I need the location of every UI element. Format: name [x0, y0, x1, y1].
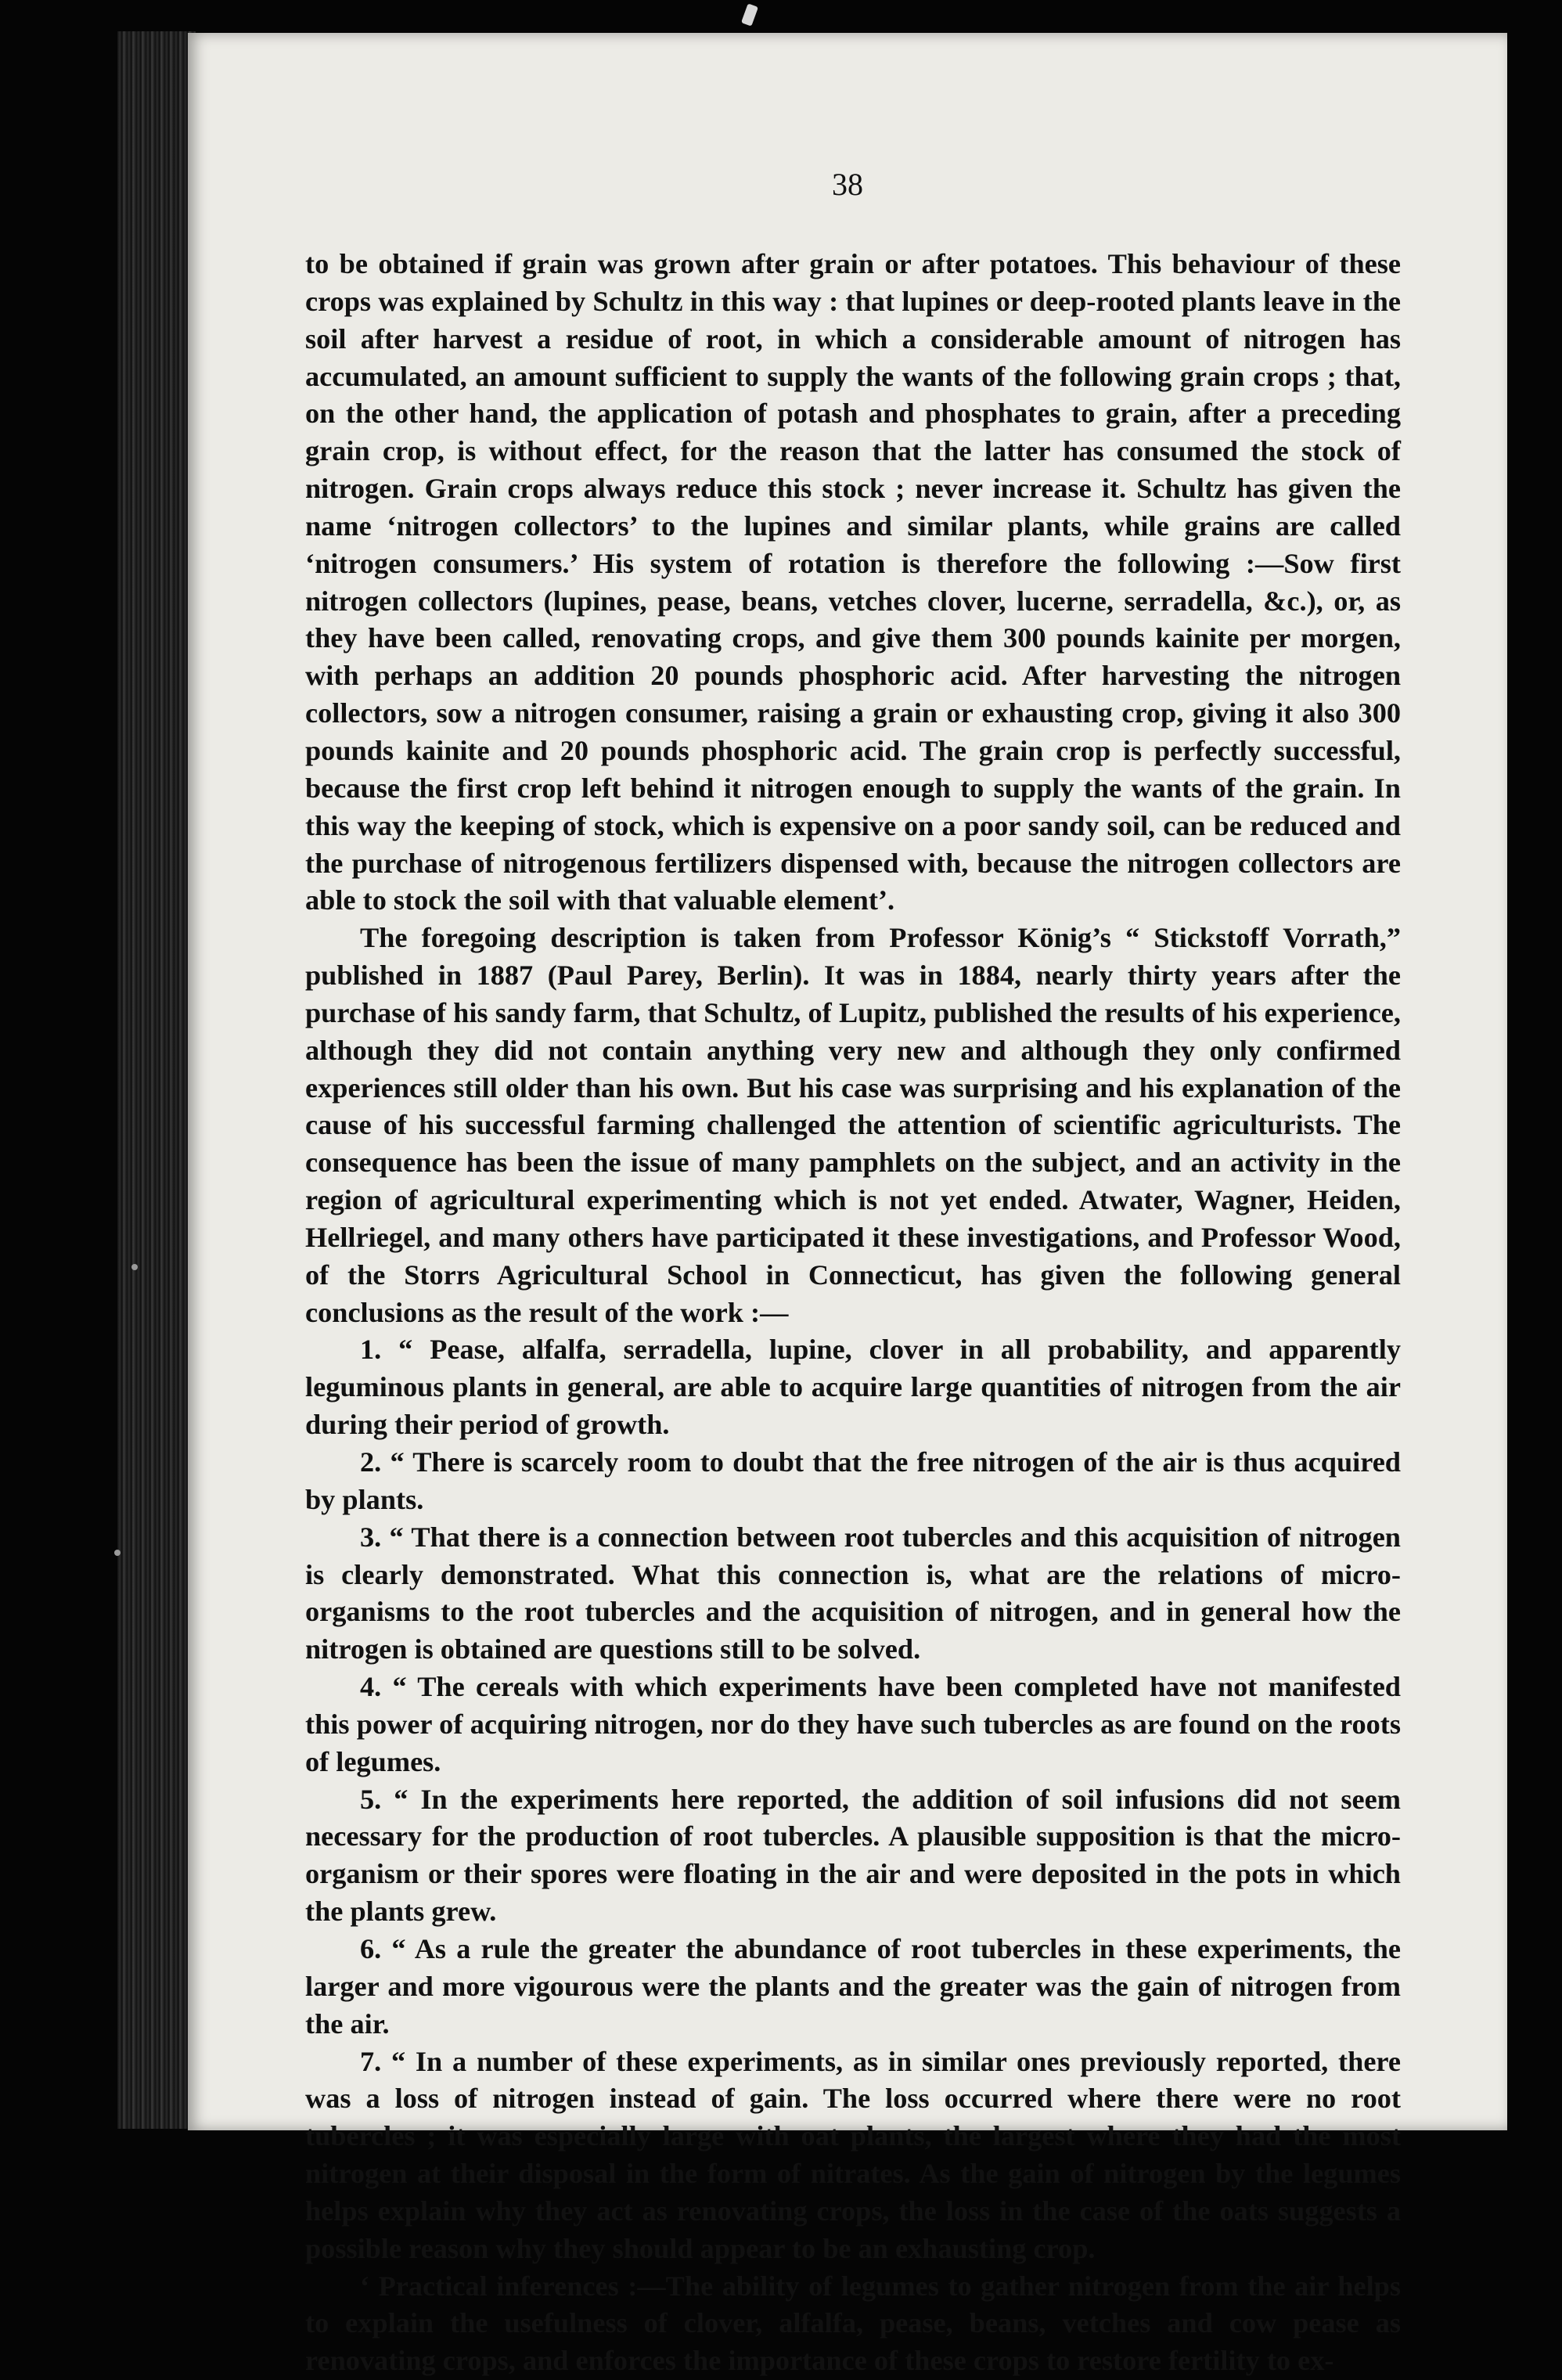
page-number: 38	[832, 167, 863, 202]
paragraph-konig-source: The foregoing description is taken from Professor König’s “ Stickstoff Vorrath,” published in 1887 (Paul Parey, Berlin). It was in 1884, nearly thirty years after the purchase of his sandy farm, that Schultz, of Lupitz, published the results of his experience, although they did not contain anything very new and although they only confirmed experiences still older than his own. But his case was surprising and his explanation of the cause of his successful farming challenged the attention of scientific agriculturists. The consequence has been the issue of many pamphlets on the subject, and an activity in the region of agricultural experimenting which is not yet ended. Atwater, Wagner, Heiden, Hellriegel, and many others have participated it these investigations, and Professor Wood, of the Storrs Agricultural School in Connecticut, has given the following general conclusions as the result of the work :—	[305, 922, 1401, 1328]
scan-speck	[131, 1264, 138, 1270]
conclusion-3: 3. “ That there is a connection between root tubercles and this acquisition of nitrogen is clearly demonstrated. What this connection is, what are the relations of micro-organisms to the root tubercles and the acquisition of nitrogen, and in general how the nitrogen is obtained are questions still to be solved.	[305, 1521, 1401, 1665]
practical-inferences: ‘ Practical inferences :—The ability of legumes to gather nitrogen from the air helps to explain the usefulness of clover, alfalfa, pease, beans, vetches and cow pease as renovating crops, and enforces the importance of these crops to restore fertility to ex-	[305, 2270, 1401, 2377]
paragraph-continuation: to be obtained if grain was grown after grain or after potatoes. This behaviour of these crops was explained by Schultz in this way : that lupines or deep-rooted plants leave in the soil after harvest a residue of root, in which a considerable amount of nitrogen has accumulated, an amount sufficient to supply the wants of the following grain crops ; that, on the other hand, the application of potash and phosphates to grain, after a preceding grain crop, is without effect, for the reason that the latter has consumed the stock of nitrogen. Grain crops always reduce this stock ; never increase it. Schultz has given the name ‘nitrogen collectors’ to the lupines and similar plants, while grains are called ‘nitrogen consumers.’ His system of rotation is therefore the following :—Sow first nitrogen collectors (lupines, pease, beans, vetches clover, lucerne, serradella, &c.), or, as they have been called, renovating crops, and give them 300 pounds kainite per morgen, with perhaps an addition 20 pounds phosphoric acid. After harvesting the nitrogen collectors, sow a nitrogen consumer, raising a grain or exhausting crop, giving it also 300 pounds kainite and 20 pounds phosphoric acid. The grain crop is perfectly successful, because the first crop left behind it nitrogen enough to supply the wants of the grain. In this way the keeping of stock, which is expensive on a poor sandy soil, can be reduced and the purchase of nitrogenous fertilizers dispensed with, because the nitrogen collectors are able to stock the soil with that valuable element’.	[305, 248, 1401, 916]
conclusion-7: 7. “ In a number of these experiments, as in similar ones previously reported, there was a loss of nitrogen instead of gain. The loss occurred where there were no root tubercles ; it was especially large with oat plants, the largest where they had the most nitrogen at their disposal in the form of nitrates. As the gain of nitrogen by the legumes helps explain why they act as renovating crops, the loss in the case of the oats suggests a possible reason why they should appear to be an exhausting crop.	[305, 2045, 1401, 2264]
conclusion-1: 1. “ Pease, alfalfa, serradella, lupine, clover in all probability, and apparently leguminous plants in general, are able to acquire large quantities of nitrogen from the air during their period of growth.	[305, 1334, 1401, 1441]
scan-speck	[114, 1550, 121, 1556]
conclusion-4: 4. “ The cereals with which experiments have been completed have not manifested this power of acquiring nitrogen, nor do they have such tubercles as are found on the roots of legumes.	[305, 1671, 1401, 1777]
scan-artifact	[741, 3, 758, 26]
book-spine	[117, 31, 196, 2129]
book-page	[188, 33, 1507, 2377]
conclusion-6: 6. “ As a rule the greater the abundance of root tubercles in these experiments, the larger and more vigourous were the plants and the greater was the gain of nitrogen from the air.	[305, 1932, 1401, 2040]
conclusion-5: 5. “ In the experiments here reported, the addition of soil infusions did not seem necessary for the production of root tubercles. A plausible supposition is that the micro-organism or their spores were floating in the air and were deposited in the pots in which the plants grew.	[305, 1783, 1401, 1928]
conclusion-2: 2. “ There is scarcely room to doubt that the free nitrogen of the air is thus acquired by plants.	[305, 1446, 1401, 1515]
page-body	[305, 246, 1401, 2380]
